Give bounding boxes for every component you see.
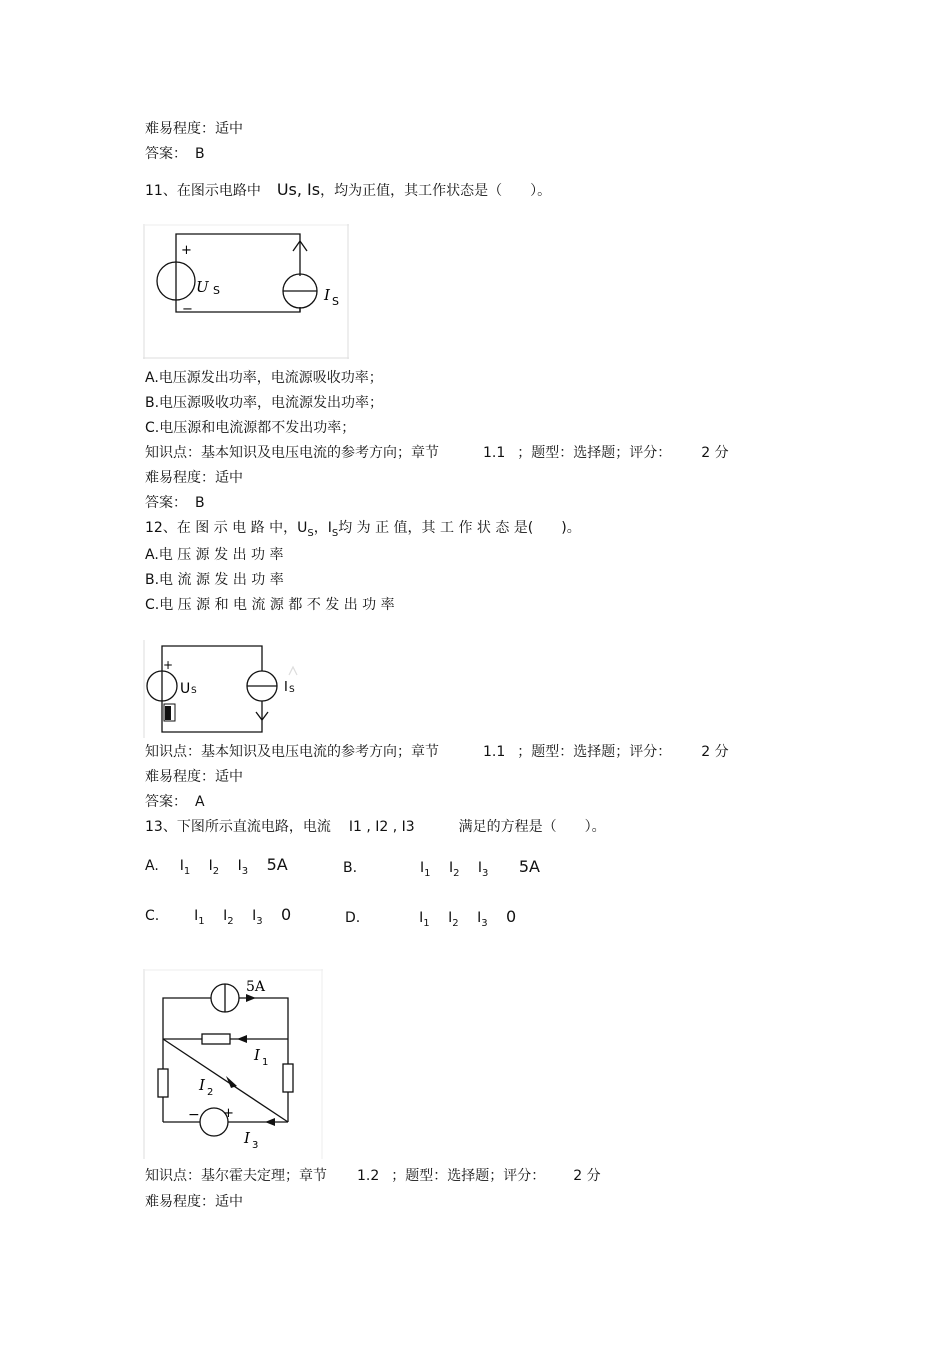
- i1: I: [194, 908, 199, 924]
- i3-sub-label: 3: [252, 1140, 259, 1151]
- minus-label: −: [188, 1107, 200, 1123]
- i2: I: [448, 860, 454, 876]
- answer-value: B: [195, 146, 205, 162]
- kp-section: 1.1: [483, 445, 506, 461]
- q12-option-c: C.电 压 源 和 电 流 源 都 不 发 出 功 率: [145, 597, 395, 613]
- question-suffix: ，均为正值，其工作状态是（ ）。: [320, 183, 552, 199]
- is-label: I: [324, 286, 330, 304]
- q12-answer: [145, 793, 205, 811]
- answer-value: B: [195, 495, 205, 511]
- i3-sub: 3: [241, 866, 249, 877]
- us-var: U: [297, 520, 308, 536]
- kp-score: 2 分: [573, 1168, 601, 1184]
- kp-section: 1.2: [357, 1168, 380, 1184]
- kp-prefix: 知识点：基本知识及电压电流的参考方向；章节: [145, 744, 439, 760]
- answer-value: A: [195, 794, 205, 810]
- plus-label: +: [163, 658, 174, 672]
- q13-option-b: [343, 857, 540, 879]
- q13-option-a: [145, 855, 288, 877]
- q13-question: [145, 818, 606, 836]
- question-vars: Us, Is: [276, 180, 321, 199]
- plus-label: +: [223, 1106, 234, 1121]
- q12-difficulty: 难易程度：适中: [145, 769, 243, 785]
- q12-circuit-figure: [143, 640, 313, 738]
- q10-difficulty: 难易程度：适中: [145, 121, 243, 137]
- us-label: U: [180, 681, 191, 697]
- question-suffix: 满足的方程是（ ）。: [458, 819, 606, 835]
- kp-score: 2 分: [701, 445, 729, 461]
- i1: I: [179, 858, 184, 874]
- q13-option-d: [345, 907, 517, 929]
- q13-option-c: [145, 905, 292, 927]
- question-prefix: 13、下图所示直流电路，电流: [145, 819, 331, 835]
- question-suffix: 均 为 正 值，其 工 作 状 态 是( )。: [338, 520, 581, 536]
- i3-sub: 3: [482, 868, 489, 879]
- i2: I: [208, 858, 213, 874]
- rhs: 5A: [266, 855, 288, 874]
- us-sub-label: S: [213, 284, 220, 297]
- i3: I: [477, 860, 483, 876]
- q11-difficulty: 难易程度：适中: [145, 470, 243, 486]
- option-c-label: C.: [145, 908, 160, 924]
- i2-label: I: [199, 1076, 205, 1094]
- q13-circuit-figure: [143, 969, 323, 1159]
- q11-option-c: C.电压源和电流源都不发出功率；: [145, 420, 356, 436]
- is-var: I: [327, 520, 332, 536]
- i1: I: [419, 860, 425, 876]
- is-label: I: [284, 680, 288, 695]
- i3-sub: 3: [256, 916, 263, 927]
- i3: I: [252, 908, 257, 924]
- i3: I: [477, 910, 482, 926]
- i2-sub: 2: [227, 916, 234, 927]
- us-label: U: [196, 278, 209, 296]
- source-5a-label: 5A: [246, 979, 266, 995]
- plus-label: +: [181, 243, 192, 258]
- kp-score: 2 分: [701, 744, 729, 760]
- question-vars: I1 , I2 , I3: [348, 819, 415, 835]
- i1-label: I: [254, 1046, 260, 1064]
- rhs: 0: [506, 907, 517, 926]
- q11-option-b: B.电压源吸收功率，电流源发出功率；: [145, 395, 384, 411]
- is-sub-label: S: [289, 685, 295, 695]
- q12-knowledge-point: [145, 743, 729, 761]
- option-a-label: A.: [145, 858, 159, 874]
- kp-prefix: 知识点：基本知识及电压电流的参考方向；章节: [145, 445, 439, 461]
- us-var-sub: S: [307, 528, 314, 539]
- i2-sub: 2: [452, 918, 459, 929]
- i2-sub-label: 2: [207, 1087, 214, 1098]
- kp-type: ；题型：选择题；评分：: [517, 445, 672, 461]
- i1-sub: 1: [423, 918, 430, 929]
- q13-difficulty: 难易程度：适中: [145, 1194, 243, 1210]
- is-sub-label: S: [332, 295, 339, 308]
- question-prefix: 12、在 图 示 电 路 中，: [145, 520, 298, 536]
- q11-answer: [145, 494, 205, 512]
- us-sub-label: S: [191, 686, 197, 696]
- q10-answer: [145, 145, 205, 163]
- option-b-label: B.: [343, 860, 358, 876]
- kp-section: 1.1: [483, 744, 506, 760]
- answer-label: 答案：: [145, 146, 187, 162]
- rhs: 0: [281, 905, 292, 924]
- answer-label: 答案：: [145, 495, 187, 511]
- kp-prefix: 知识点：基尔霍夫定理；章节: [145, 1168, 327, 1184]
- i2: I: [223, 908, 228, 924]
- i3: I: [237, 858, 242, 874]
- kp-type: ；题型：选择题；评分：: [391, 1168, 546, 1184]
- q12-question: 12、在 图 示 电 路 中，$U_S$，$I_S$均 为 正 值，其 工 作 状 态 是( )。: [145, 520, 581, 539]
- question-prefix: 11、在图示电路中: [145, 183, 261, 199]
- i1-sub: 1: [183, 866, 191, 877]
- i2: I: [448, 910, 453, 926]
- q13-knowledge-point: [145, 1167, 601, 1185]
- i3-sub: 3: [481, 918, 488, 929]
- option-d-label: D.: [345, 910, 361, 926]
- i3-label: I: [244, 1129, 250, 1147]
- i2-sub: 2: [212, 866, 220, 877]
- i1-sub: 1: [424, 868, 431, 879]
- answer-label: 答案：: [145, 794, 187, 810]
- q11-option-a: A.电压源发出功率，电流源吸收功率；: [145, 370, 383, 386]
- i1: I: [419, 910, 424, 926]
- kp-type: ；题型：选择题；评分：: [517, 744, 672, 760]
- is-var-sub: S: [331, 528, 339, 539]
- q11-circuit-figure: [143, 224, 349, 359]
- q11-knowledge-point: [145, 444, 729, 462]
- q12-option-a: A.电 压 源 发 出 功 率: [145, 547, 284, 563]
- i1-sub: 1: [198, 916, 205, 927]
- q12-option-b: B.电 流 源 发 出 功 率: [145, 572, 284, 588]
- rhs: 5A: [518, 857, 540, 876]
- minus-label: −: [182, 302, 193, 317]
- i2-sub: 2: [453, 868, 460, 879]
- i1-sub-label: 1: [262, 1057, 269, 1068]
- q11-question: [145, 181, 551, 200]
